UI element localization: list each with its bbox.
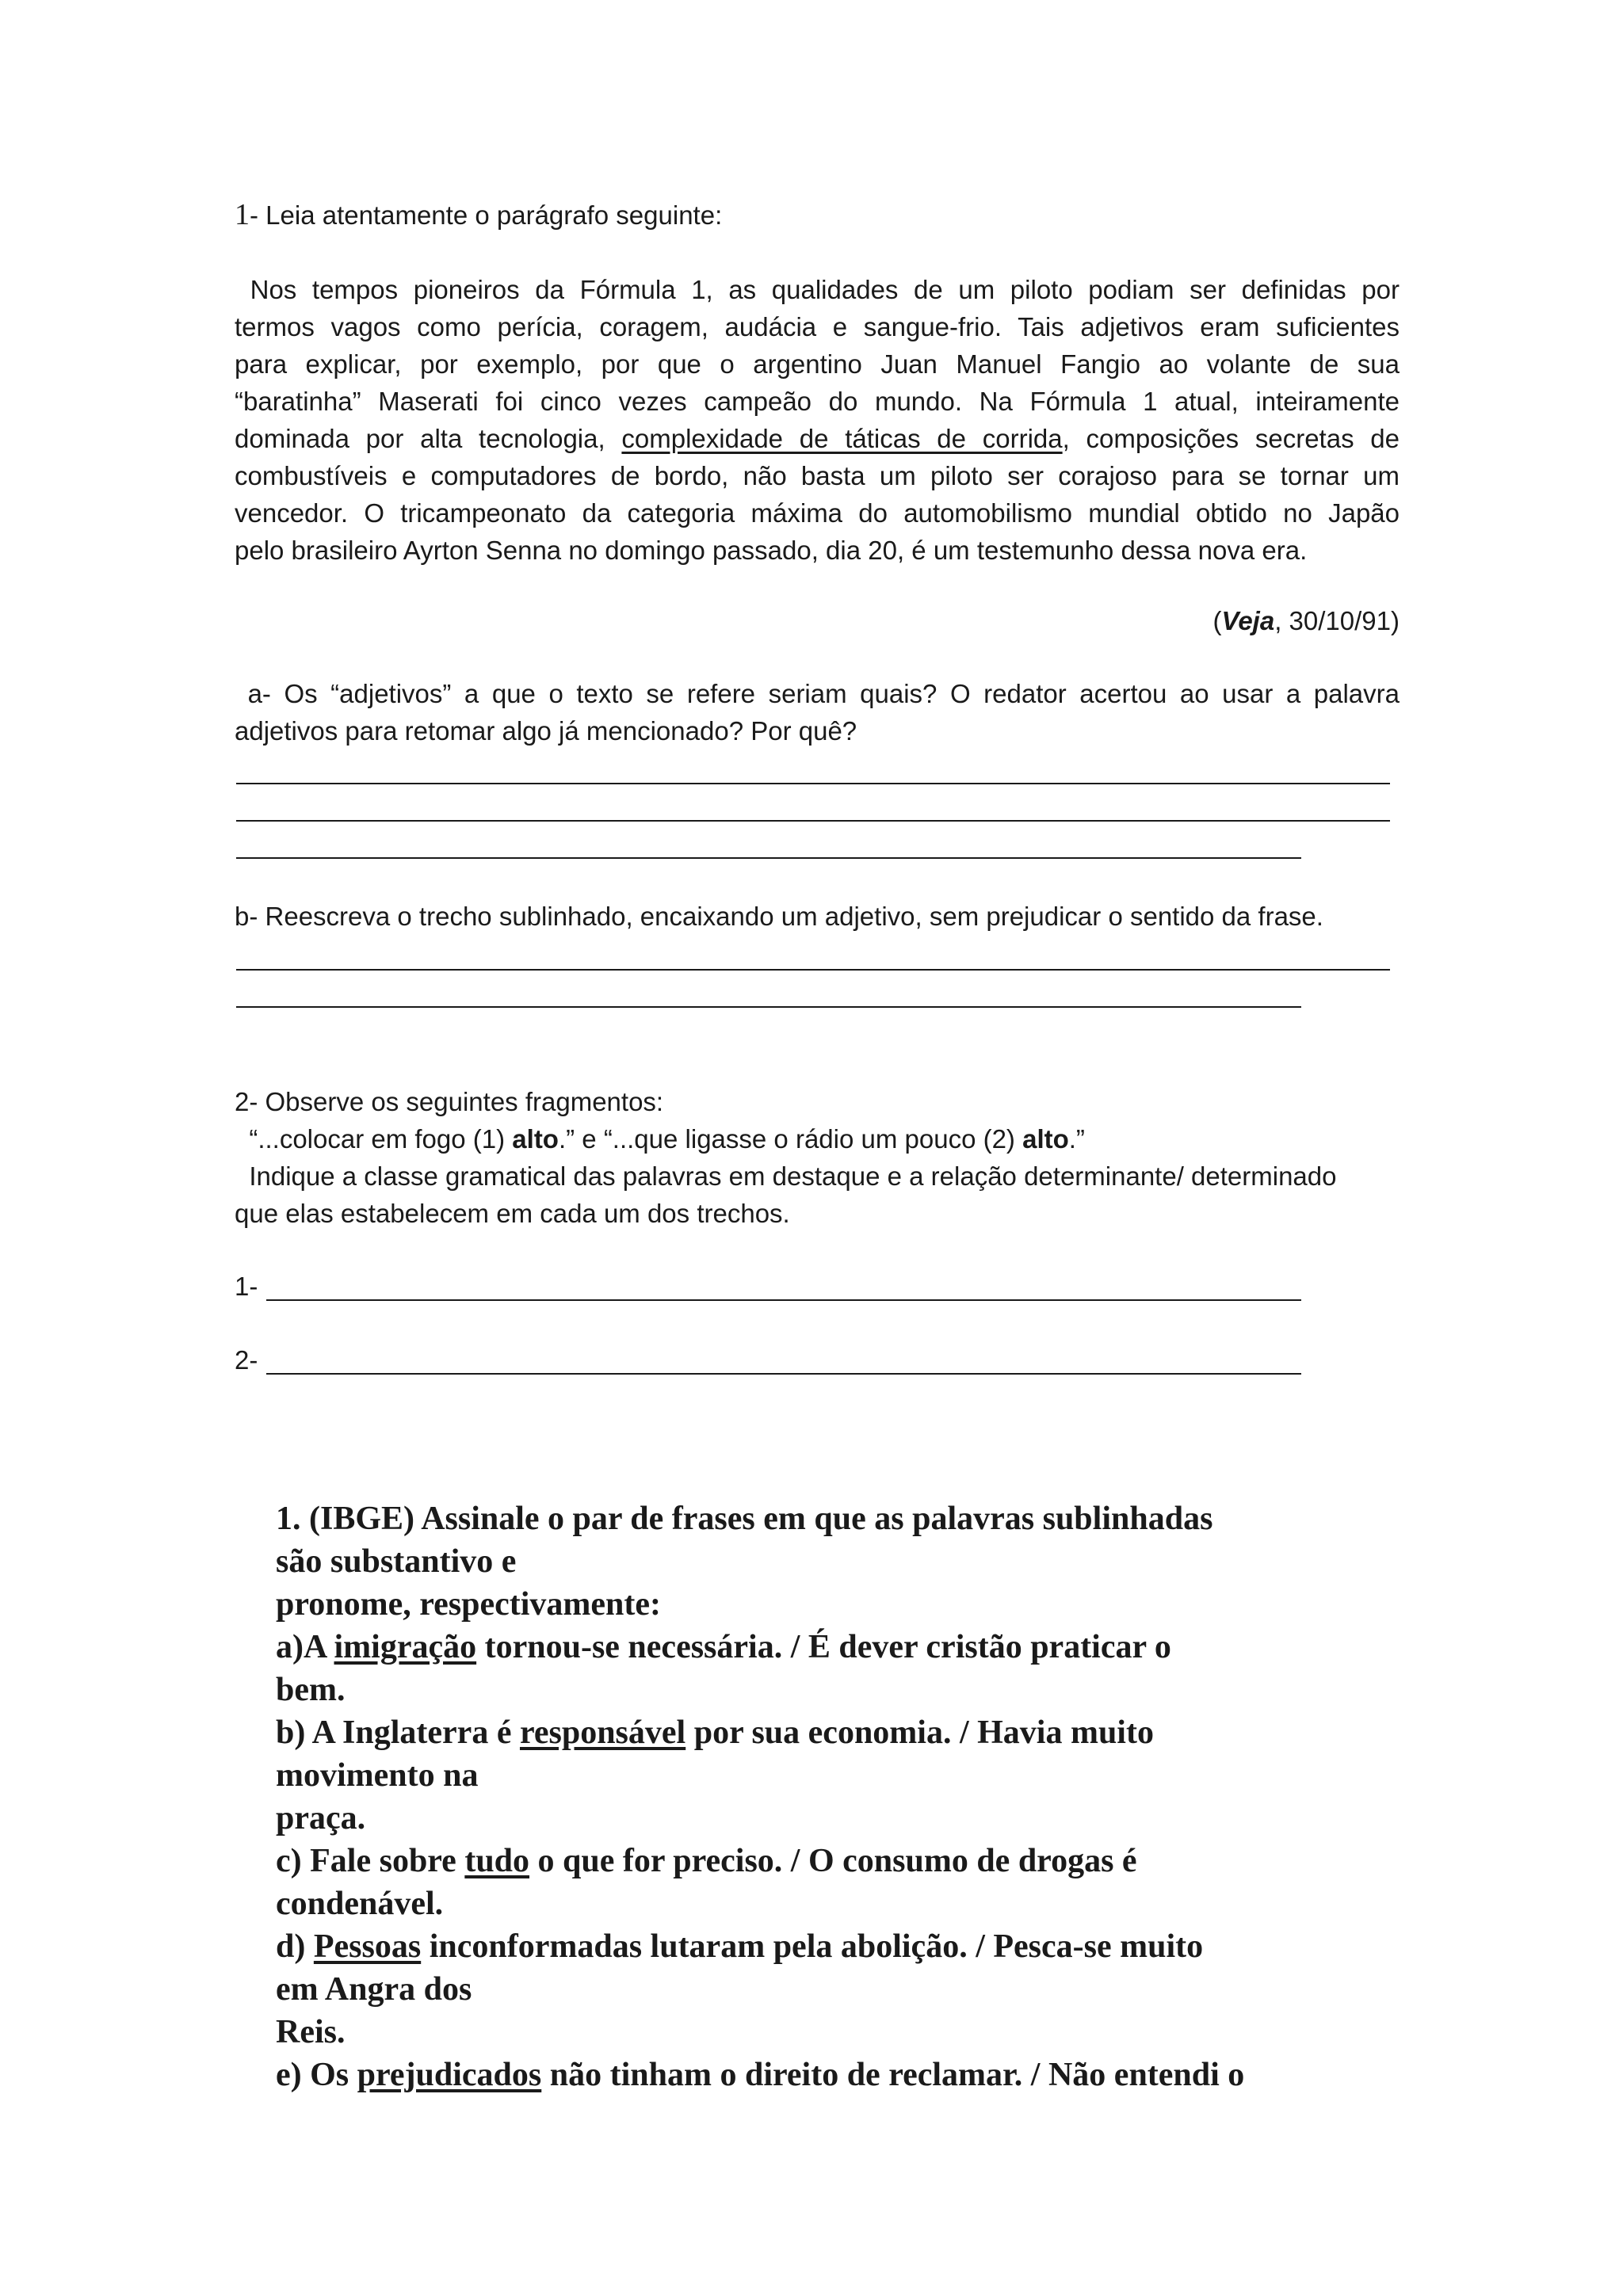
q2-instruction: que elas estabelecem em cada um dos trechos. [235, 1199, 790, 1228]
q1-item-a [235, 675, 1400, 749]
answer-line[interactable] [236, 820, 1390, 822]
item-a-line: a- Os “adjetivos” a que o texto se refere seriam quais? O redator acertou ao usar a palavra [235, 679, 1400, 708]
answer-line[interactable] [236, 1006, 1301, 1008]
underlined-word: Pessoas [313, 1928, 422, 1965]
q3-option-b-cont: movimento na [276, 1757, 479, 1794]
underlined-word: imigração [334, 1629, 477, 1665]
q1-number: 1 [235, 198, 250, 231]
q3-option-b-cont: praça. [276, 1800, 366, 1836]
source-citation: (Veja, 30/10/91) [1212, 606, 1400, 635]
item-a-line: adjetivos para retomar algo já mencionado? Por quê? [235, 716, 857, 746]
answer-line[interactable] [236, 783, 1390, 784]
q2-fragments: “...colocar em fogo (1) alto.” e “...que ligasse o rádio um pouco (2) alto.” [235, 1124, 1085, 1154]
highlighted-word: alto [1022, 1124, 1069, 1154]
underlined-phrase: complexidade de táticas de corrida [621, 424, 1063, 453]
highlighted-word: alto [512, 1124, 559, 1154]
q3-block [276, 1497, 1433, 2096]
q3-statement: 1. (IBGE) Assinale o par de frases em que as palavras sublinhadas [276, 1501, 1213, 1537]
paragraph-line: Nos tempos pioneiros da Fórmula 1, as qualidades de um piloto podiam ser definidas por [235, 275, 1400, 304]
q3-statement: pronome, respectivamente: [276, 1586, 661, 1623]
answer-1-label: 1- [235, 1272, 258, 1301]
q3-option-c: c) Fale sobre tudo o que for preciso. / O consumo de drogas é [276, 1843, 1137, 1879]
q2-instruction: Indique a classe gramatical das palavras em destaque e a relação determinante/ determinado [235, 1161, 1337, 1191]
answer-line[interactable] [266, 1373, 1301, 1375]
q1-item-b: b- Reescreva o trecho sublinhado, encaixando um adjetivo, sem prejudicar o sentido da frase. [235, 902, 1323, 931]
answer-line[interactable] [236, 969, 1390, 971]
paragraph-line: termos vagos como perícia, coragem, audácia e sangue-frio. Tais adjetivos eram suficientes [235, 312, 1400, 341]
source-name: Veja [1221, 606, 1275, 635]
paragraph-line: vencedor. O tricampeonato da categoria máxima do automobilismo mundial obtido no Japão [235, 498, 1400, 528]
q3-option-d-cont: Reis. [276, 2014, 346, 2050]
underlined-word: prejudicados [357, 2057, 542, 2093]
q2-header: 2- Observe os seguintes fragmentos: [235, 1087, 664, 1116]
answer-2-label: 2- [235, 1345, 258, 1375]
q1-paragraph [235, 271, 1400, 569]
paragraph-line: pelo brasileiro Ayrton Senna no domingo passado, dia 20, é um testemunho dessa nova era. [235, 536, 1308, 565]
q3-option-b: b) A Inglaterra é responsável por sua economia. / Havia muito [276, 1714, 1154, 1751]
q1-header [235, 196, 722, 234]
q3-option-d-cont: em Angra dos [276, 1971, 472, 2008]
q3-option-c-cont: condenável. [276, 1886, 444, 1922]
q3-statement: são substantivo e [276, 1543, 517, 1580]
q3-option-d: d) Pessoas inconformadas lutaram pela abolição. / Pesca-se muito [276, 1928, 1204, 1965]
q3-option-e: e) Os prejudicados não tinham o direito de reclamar. / Não entendi o [276, 2057, 1245, 2093]
answer-line[interactable] [266, 1299, 1301, 1301]
paragraph-line: para explicar, por exemplo, por que o argentino Juan Manuel Fangio ao volante de sua [235, 349, 1400, 379]
q3-option-a: a)A imigração tornou-se necessária. / É dever cristão praticar o [276, 1629, 1171, 1665]
q3-option-a-cont: bem. [276, 1672, 346, 1708]
underlined-word: tudo [464, 1843, 530, 1879]
q1-header-text: - Leia atentamente o parágrafo seguinte: [250, 200, 723, 230]
paragraph-line-underlined: dominada por alta tecnologia, complexidade de táticas de corrida, composições secretas de [235, 424, 1400, 453]
paragraph-line: “baratinha” Maserati foi cinco vezes campeão do mundo. Na Fórmula 1 atual, inteiramente [235, 387, 1400, 416]
answer-line[interactable] [236, 857, 1301, 859]
paragraph-line: combustíveis e computadores de bordo, não basta um piloto ser corajoso para se tornar um [235, 461, 1400, 490]
underlined-word: responsável [519, 1714, 686, 1751]
